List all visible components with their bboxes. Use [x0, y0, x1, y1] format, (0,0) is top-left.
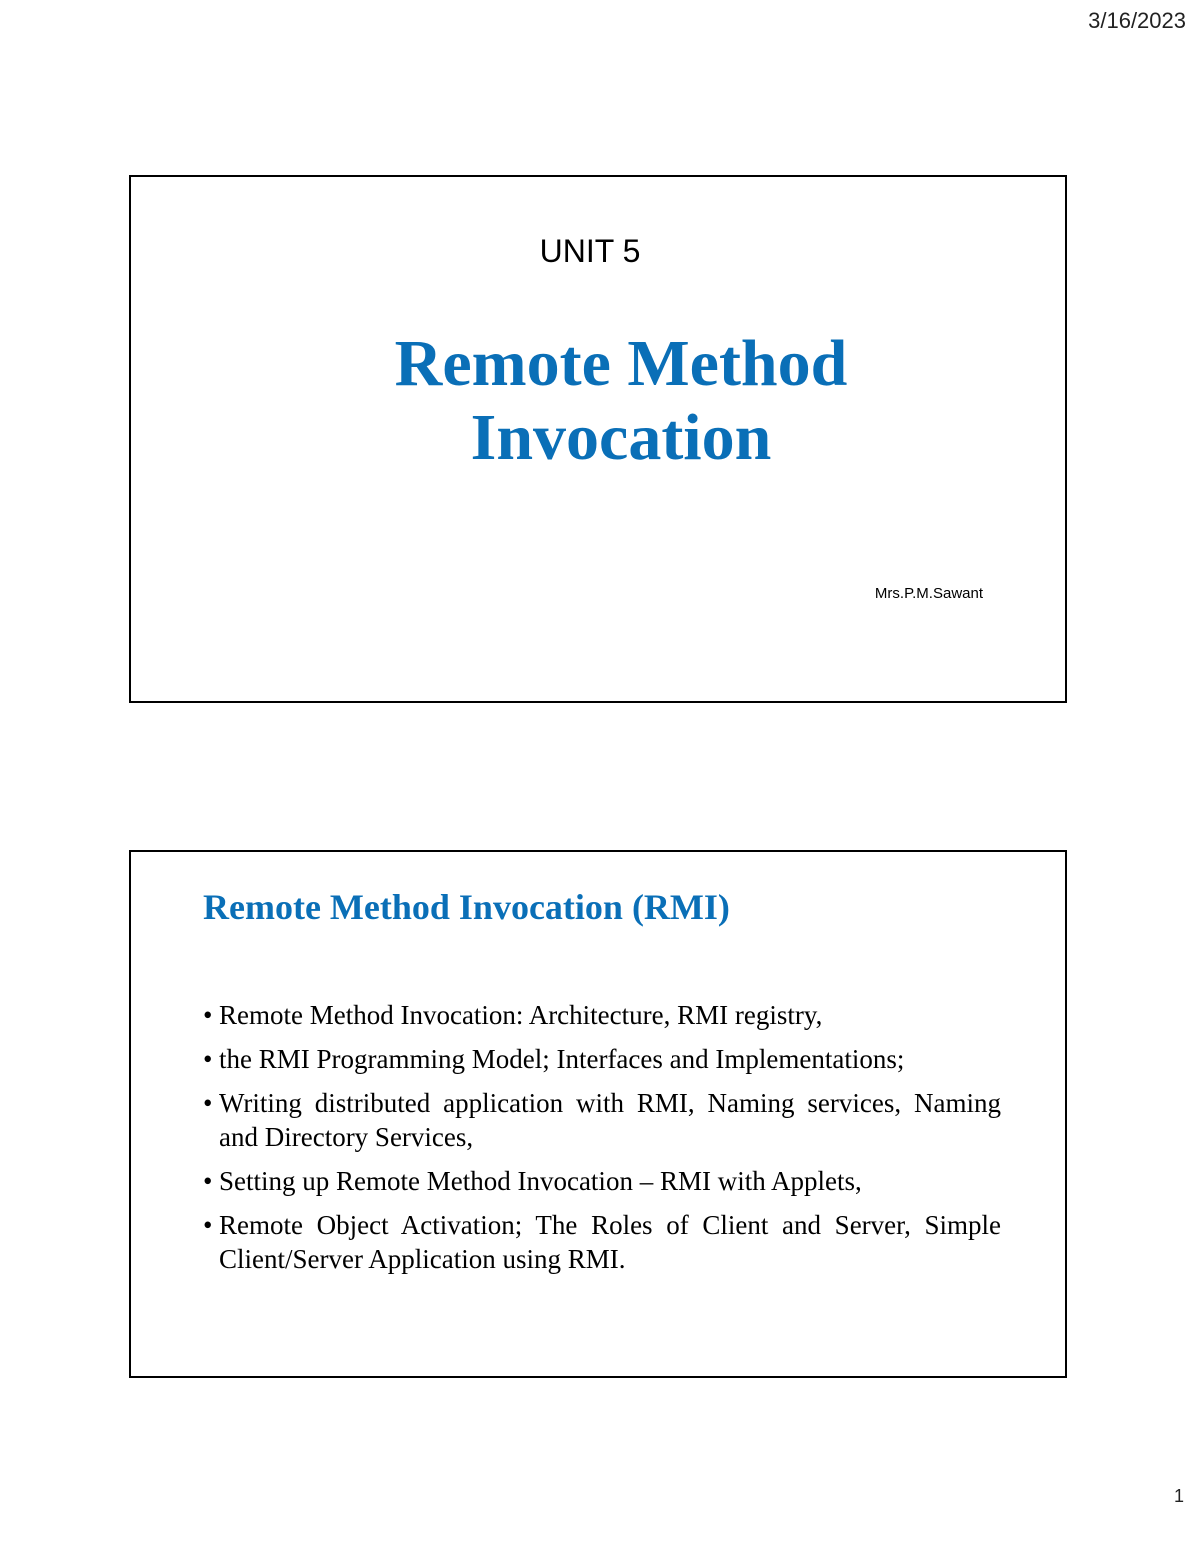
- topic-text: Remote Method Invocation: Architecture, RMI registry,: [219, 1000, 823, 1030]
- main-title: [331, 327, 911, 475]
- topic-text: the RMI Programming Model; Interfaces and Implementations;: [219, 1044, 905, 1074]
- bullet-icon: •: [203, 1000, 213, 1030]
- unit-label: UNIT 5: [539, 233, 641, 269]
- topic-item: [203, 998, 1001, 1032]
- slide-title: [129, 175, 1067, 703]
- topic-item: [203, 1042, 1001, 1076]
- bullet-icon: •: [203, 1088, 213, 1118]
- page-number: 1: [1173, 1486, 1184, 1506]
- topic-text: Remote Object Activation; The Roles of Client and Server, Simple Client/Server Application using RMI.: [219, 1210, 1001, 1274]
- main-title-line-2: Invocation: [470, 401, 772, 474]
- topic-text: Writing distributed application with RMI, Naming services, Naming and Directory Services,: [219, 1088, 1001, 1152]
- author-name: Mrs.P.M.Sawant: [874, 585, 983, 602]
- topic-item: [203, 1208, 1001, 1276]
- main-title-line-1: Remote Method: [394, 327, 848, 400]
- topic-list: [203, 998, 1001, 1286]
- bullet-icon: •: [203, 1166, 213, 1196]
- section-title: Remote Method Invocation (RMI): [203, 887, 730, 927]
- topic-text: Setting up Remote Method Invocation – RMI with Applets,: [219, 1166, 862, 1196]
- slide-topics: [129, 850, 1067, 1378]
- topic-item: [203, 1164, 1001, 1198]
- bullet-icon: •: [203, 1210, 213, 1240]
- page-date: 3/16/2023: [1088, 8, 1186, 33]
- bullet-icon: •: [203, 1044, 213, 1074]
- topic-item: [203, 1086, 1001, 1154]
